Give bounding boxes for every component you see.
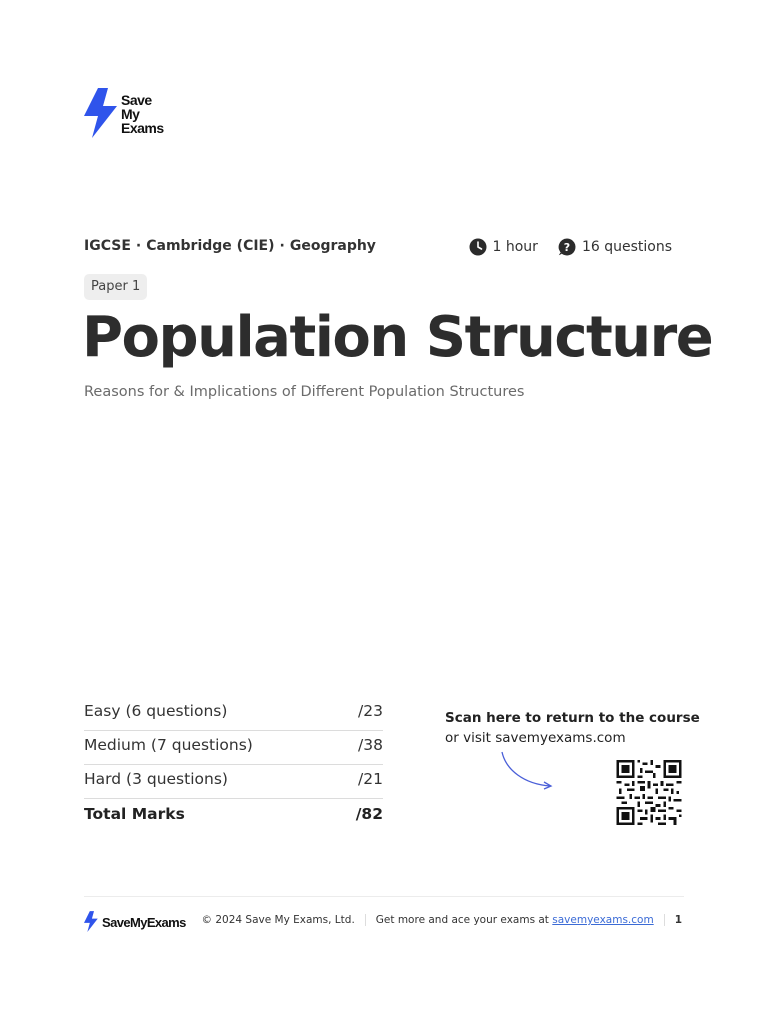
footer-brand-name: SaveMyExams: [102, 914, 186, 930]
marks-value: /38: [358, 736, 383, 754]
lightning-bolt-icon: [84, 88, 120, 140]
page-subtitle: Reasons for & Implications of Different Population Structures: [84, 384, 525, 400]
meta-bar: [84, 238, 684, 258]
logo-line-1: Save: [121, 92, 152, 108]
scan-heading: Scan here to return to the course: [445, 710, 700, 726]
marks-table: [84, 698, 383, 834]
logo-line-2: My: [121, 106, 140, 122]
duration: [469, 238, 538, 256]
marks-row: [84, 698, 383, 731]
marks-label: Hard (3 questions): [84, 770, 228, 788]
footer-link[interactable]: savemyexams.com: [552, 914, 654, 926]
footer-divider: [84, 896, 684, 897]
question-count-text: 16 questions: [581, 239, 672, 255]
footer-separator: [664, 914, 665, 926]
page-title: Population Structure: [82, 305, 713, 370]
footer: [84, 910, 684, 934]
logo-wordmark: [121, 93, 164, 135]
breadcrumb-level: IGCSE: [84, 238, 131, 254]
breadcrumb-separator: ·: [135, 238, 142, 254]
breadcrumb-separator: ·: [279, 238, 285, 254]
paper-badge: Paper 1: [84, 274, 147, 300]
total-marks-row: [84, 800, 383, 833]
clock-icon: [469, 238, 487, 256]
marks-row: [84, 732, 383, 765]
brand-logo: [84, 88, 184, 140]
duration-text: 1 hour: [492, 239, 538, 255]
lightning-bolt-icon: [84, 911, 99, 933]
logo-line-3: Exams: [121, 120, 164, 136]
page-number: 1: [674, 914, 682, 926]
question-count: [558, 238, 672, 256]
scan-text: or visit savemyexams.com: [445, 730, 626, 746]
help-circle-icon: [558, 238, 576, 256]
breadcrumb-subject: Geography: [289, 238, 376, 254]
marks-value: /21: [358, 770, 383, 788]
marks-label: Medium (7 questions): [84, 736, 253, 754]
footer-copyright: © 2024 Save My Exams, Ltd.: [201, 914, 355, 926]
footer-separator: [365, 914, 366, 926]
breadcrumb-board: Cambridge (CIE): [146, 238, 275, 254]
qr-code[interactable]: [615, 760, 683, 825]
curved-arrow-icon: [498, 750, 558, 792]
footer-logo: [84, 911, 186, 933]
svg-text:?: ?: [563, 241, 571, 254]
scan-prompt: [445, 708, 700, 748]
footer-cta: Get more and ace your exams at: [375, 914, 549, 926]
marks-value: /23: [358, 702, 383, 720]
marks-label: Easy (6 questions): [84, 702, 228, 720]
total-marks-value: /82: [355, 805, 383, 823]
breadcrumb: [84, 238, 376, 254]
total-marks-label: Total Marks: [84, 805, 185, 823]
marks-row: [84, 766, 383, 799]
